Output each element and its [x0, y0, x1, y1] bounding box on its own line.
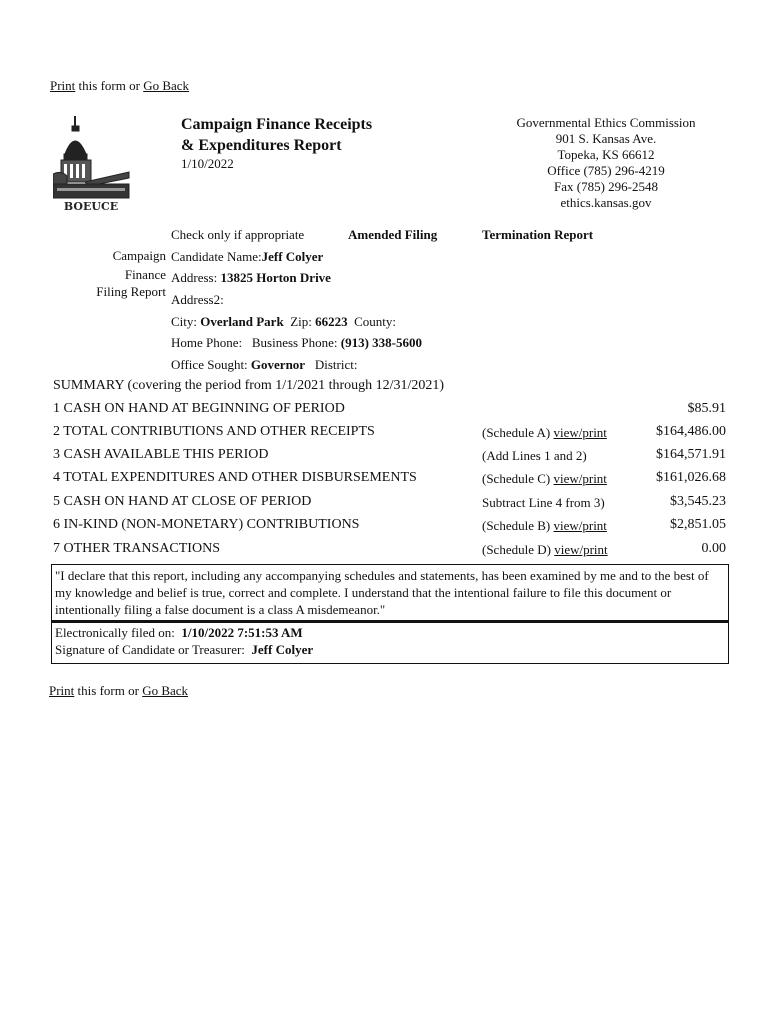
summary-row-ref [482, 518, 607, 534]
schedule-ref: (Schedule B) [482, 518, 554, 533]
print-link[interactable]: Print [50, 78, 76, 93]
candidate-name-row [171, 249, 323, 265]
termination-report-label: Termination Report [482, 227, 594, 242]
side-label [78, 248, 166, 299]
schedule-d-view-print-link[interactable]: view/print [554, 542, 608, 557]
page-title [181, 114, 372, 156]
go-back-link[interactable]: Go Back [143, 78, 190, 93]
signature-value: Jeff Colyer [251, 642, 314, 657]
district-label: District: [314, 357, 358, 372]
city-row [171, 314, 396, 330]
filed-value: 1/10/2022 7:51:53 AM [181, 625, 303, 640]
top-nav [50, 78, 189, 94]
declaration-box: "I declare that this report, including any accompanying schedules and statements, has been examined by me and to the best of my knowledge and belief is true, correct and complete. I understand that the intentional failure to file this document or intentionally filing a false document is a class A misdemeanor." [51, 564, 729, 621]
print-link[interactable]: Print [49, 683, 75, 698]
schedule-c-view-print-link[interactable]: view/print [553, 471, 607, 486]
summary-row-ref [482, 425, 607, 441]
candidate-name: Jeff Colyer [261, 249, 324, 264]
address2-row [171, 292, 224, 308]
side-label-line1: Campaign [112, 248, 166, 263]
box-divider [51, 621, 729, 623]
filed-row [55, 624, 725, 641]
bottom-nav [49, 683, 188, 699]
state-capitol-seal-icon [53, 114, 131, 214]
summary-row-amount: $164,486.00 [656, 424, 726, 439]
signature-row [55, 641, 725, 658]
summary-row-ref [482, 471, 607, 487]
office-value: Governor [250, 357, 306, 372]
summary-row-amount: $2,851.05 [670, 517, 726, 532]
address2-label: Address2: [171, 292, 224, 307]
agency-line: 901 S. Kansas Ave. [555, 131, 657, 146]
schedule-ref: (Schedule A) [482, 425, 554, 440]
agency-line: Governmental Ethics Commission [516, 115, 696, 130]
summary-row-amount: $164,571.91 [656, 447, 726, 462]
summary-row-label: 7 OTHER TRANSACTIONS [53, 541, 220, 556]
schedule-ref: (Schedule D) [482, 542, 555, 557]
summary-heading: SUMMARY (covering the period from 1/1/2021 through 12/31/2021) [53, 378, 445, 393]
address-value: 13825 Horton Drive [220, 270, 331, 285]
agency-line: ethics.kansas.gov [560, 195, 652, 210]
summary-row-amount: $3,545.23 [670, 494, 726, 509]
county-label: County: [354, 314, 397, 329]
summary-row-label: 2 TOTAL CONTRIBUTIONS AND OTHER RECEIPTS [53, 424, 375, 439]
side-label-line3: Filing Report [96, 284, 166, 299]
logo-lettering: BOEUCE [63, 200, 119, 213]
agency-block [491, 115, 721, 211]
report-date: 1/10/2022 [181, 156, 234, 171]
address-label: Address: [171, 270, 218, 285]
business-phone-label: Business Phone: [251, 335, 338, 350]
amended-filing-label: Amended Filing [348, 227, 438, 242]
filing-box [51, 622, 729, 664]
city-value: Overland Park [200, 314, 284, 329]
address-row [171, 270, 331, 286]
schedule-a-view-print-link[interactable]: view/print [553, 425, 607, 440]
summary-row-label: 4 TOTAL EXPENDITURES AND OTHER DISBURSEMENTS [53, 470, 417, 485]
check-label: Check only if appropriate [171, 227, 305, 242]
zip-label: Zip: [290, 314, 312, 329]
office-label: Office Sought: [171, 357, 248, 372]
summary-row-ref [482, 542, 608, 558]
title-line1: Campaign Finance Receipts [181, 116, 373, 133]
schedule-ref: (Schedule C) [482, 471, 554, 486]
signature-label: Signature of Candidate or Treasurer: [55, 642, 245, 657]
nav-text: this form or [74, 683, 143, 698]
summary-row-label: 6 IN-KIND (NON-MONETARY) CONTRIBUTIONS [53, 517, 360, 532]
summary-row-ref: Subtract Line 4 from 3) [482, 495, 605, 510]
side-label-line2: Finance [124, 267, 166, 282]
home-phone-label: Home Phone: [171, 335, 243, 350]
zip-value: 66223 [315, 314, 348, 329]
agency-line: Office (785) 296-4219 [547, 163, 665, 178]
agency-line: Fax (785) 296-2548 [554, 179, 658, 194]
go-back-link[interactable]: Go Back [142, 683, 189, 698]
summary-row-label: 3 CASH AVAILABLE THIS PERIOD [53, 447, 269, 462]
business-phone-value: (913) 338-5600 [340, 335, 422, 350]
summary-row-amount: 0.00 [701, 541, 726, 556]
summary-row-label: 5 CASH ON HAND AT CLOSE OF PERIOD [53, 494, 312, 509]
phone-row [171, 335, 422, 351]
nav-text: this form or [75, 78, 144, 93]
candidate-name-label: Candidate Name: [171, 249, 262, 264]
office-row [171, 357, 357, 373]
summary-row-ref: (Add Lines 1 and 2) [482, 448, 587, 463]
summary-row-label: 1 CASH ON HAND AT BEGINNING OF PERIOD [53, 401, 345, 416]
agency-line: Topeka, KS 66612 [557, 147, 655, 162]
filed-label: Electronically filed on: [55, 625, 175, 640]
title-line2: & Expenditures Report [181, 137, 342, 154]
city-label: City: [171, 314, 198, 329]
summary-row-amount: $161,026.68 [656, 470, 726, 485]
schedule-b-view-print-link[interactable]: view/print [553, 518, 607, 533]
summary-row-amount: $85.91 [687, 401, 726, 416]
